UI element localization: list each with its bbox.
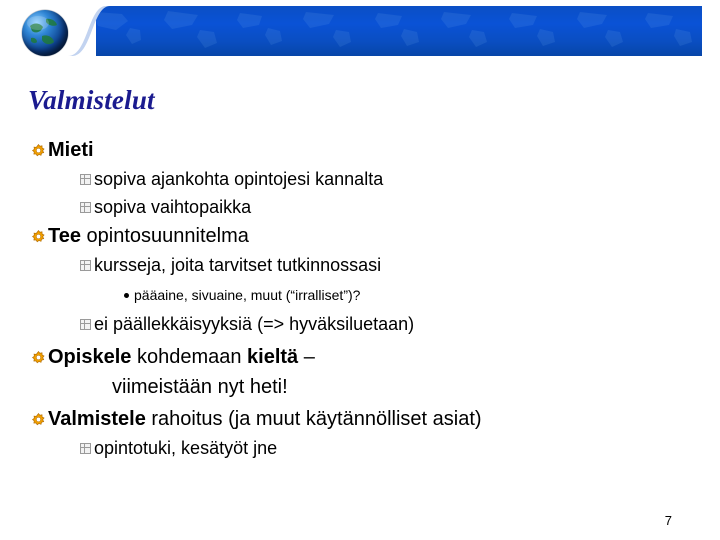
slide-body	[28, 136, 694, 463]
page-title: Valmistelut	[28, 85, 155, 115]
list-item-text: Valmistele rahoitus (ja muut käytännölliset asiat)	[48, 408, 482, 430]
square-bullet-icon	[76, 166, 94, 193]
list-item-text: kursseja, joita tarvitset tutkinnossasi	[94, 255, 382, 275]
list-item	[28, 222, 694, 251]
gear-bullet-icon	[28, 405, 48, 434]
list-item-text: Mieti	[48, 139, 94, 161]
list-item-text: Opiskele kohdemaan kieltä –	[48, 346, 315, 368]
banner-curve-shape	[62, 6, 110, 56]
list-item-text: sopiva vaihtopaikka	[94, 197, 252, 217]
square-bullet-icon	[76, 311, 94, 338]
list-item-text: pääaine, sivuaine, muut (“irralliset”)?	[134, 287, 361, 303]
globe-logo-icon	[22, 10, 68, 56]
list-item-text: opintotuki, kesätyöt jne	[94, 438, 278, 458]
list-item	[28, 194, 694, 221]
list-item	[28, 166, 694, 193]
globe-continents-icon	[22, 10, 68, 56]
list-item	[28, 343, 694, 372]
page-number: 7	[664, 513, 672, 528]
list-item	[28, 435, 694, 462]
list-item-text: Tee opintosuunnitelma	[48, 225, 249, 247]
square-bullet-icon	[76, 194, 94, 221]
list-item-continuation: viimeistään nyt heti!	[112, 376, 288, 398]
list-item	[28, 283, 694, 307]
list-item-text: ei päällekkäisyyksiä (=> hyväksiluetaan)	[94, 314, 415, 334]
list-item	[28, 252, 694, 279]
slide-header-banner	[0, 0, 720, 62]
gear-bullet-icon	[28, 136, 48, 165]
square-bullet-icon	[76, 252, 94, 279]
dot-bullet-icon	[118, 283, 134, 307]
square-bullet-icon	[76, 435, 94, 462]
list-item	[28, 136, 694, 165]
gear-bullet-icon	[28, 343, 48, 372]
list-item-text: sopiva ajankohta opintojesi kannalta	[94, 169, 384, 189]
list-item	[28, 405, 694, 434]
list-item	[28, 311, 694, 338]
gear-bullet-icon	[28, 222, 48, 251]
